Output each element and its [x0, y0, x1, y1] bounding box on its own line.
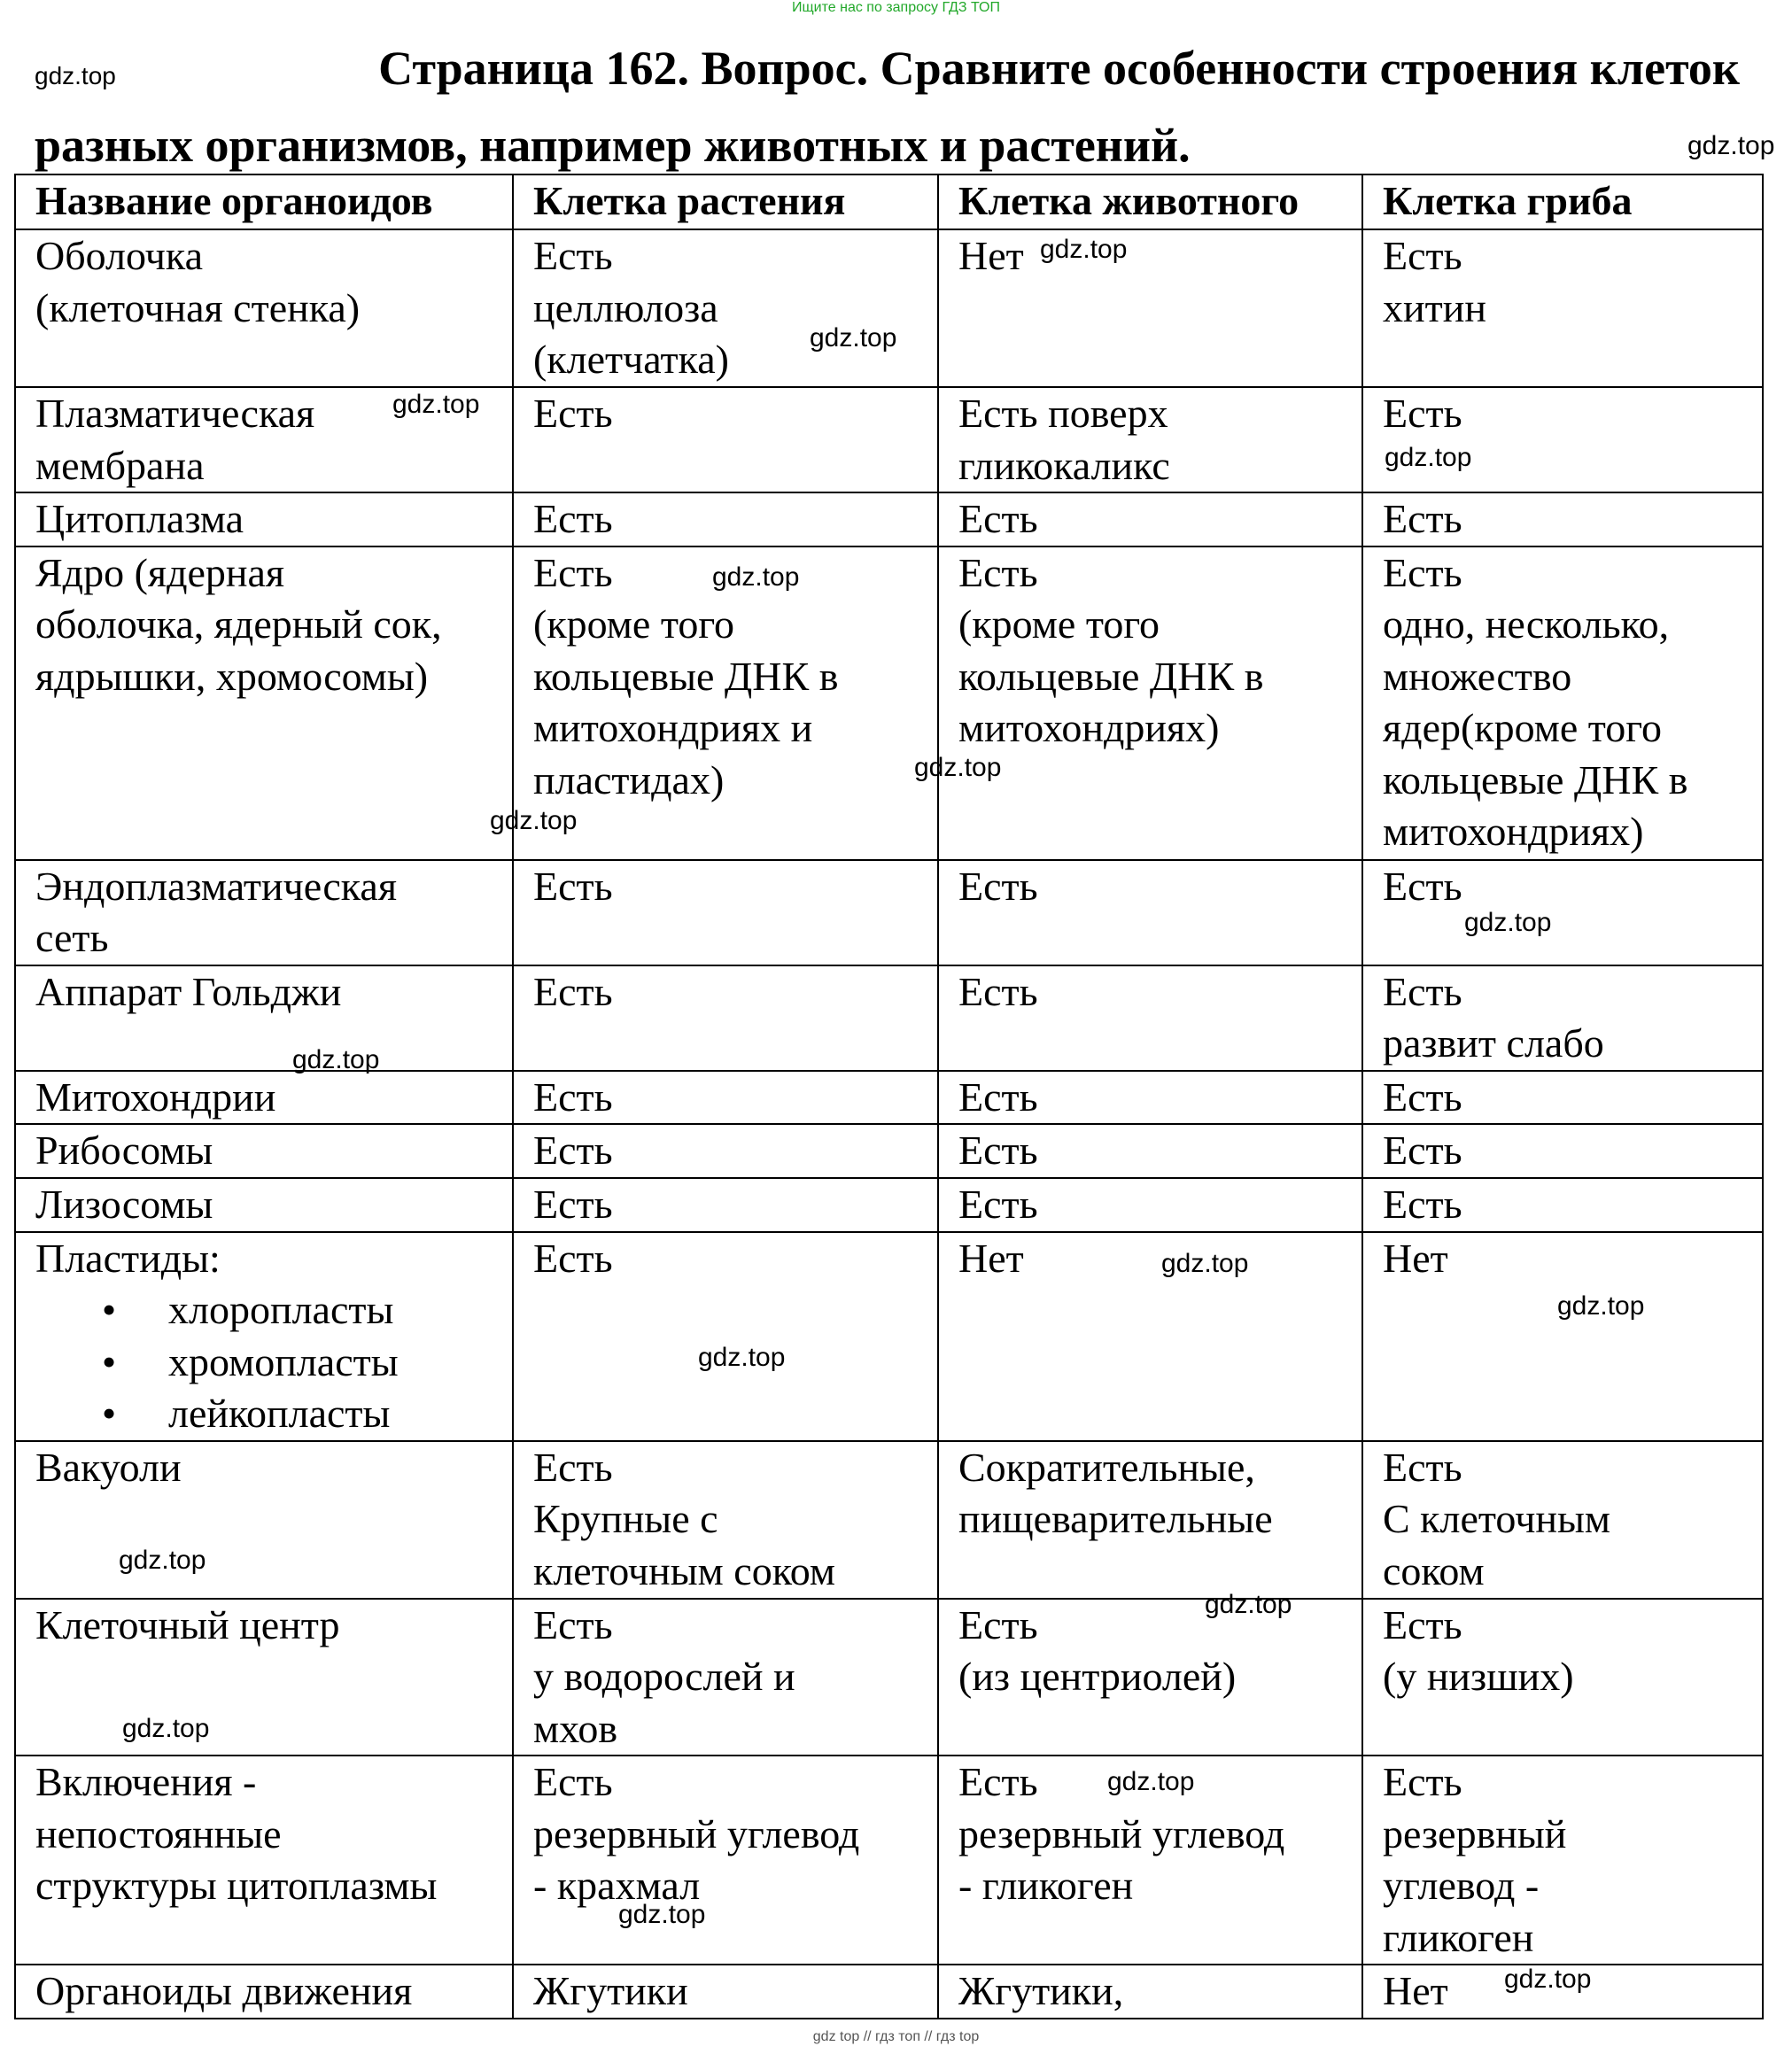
- fungus-cell: [1362, 1599, 1763, 1756]
- fungus-cell: [1362, 1178, 1763, 1232]
- cell-line: гликоген: [1383, 1914, 1534, 1960]
- animal-cell: [938, 387, 1362, 492]
- plant-cell: [513, 229, 938, 387]
- animal-cell: [938, 1071, 1362, 1125]
- plant-cell: [513, 1599, 938, 1756]
- cell-line: Есть: [533, 549, 613, 595]
- cell-line: Эндоплазматическая: [35, 863, 397, 909]
- plant-cell: [513, 1965, 938, 2019]
- cell-line: хитин: [1383, 284, 1486, 330]
- cell-line: митохондриях и: [533, 705, 813, 750]
- table-row: [15, 1599, 1763, 1756]
- fungus-cell: [1362, 1441, 1763, 1599]
- watermark: gdz.top: [392, 390, 480, 419]
- cell-line: (кроме того: [533, 601, 735, 647]
- cell-line: Есть: [1383, 968, 1462, 1014]
- table-row: [15, 229, 1763, 387]
- cell-line: структуры цитоплазмы: [35, 1863, 438, 1908]
- watermark: gdz.top: [292, 1045, 380, 1074]
- animal-cell: [938, 1599, 1362, 1756]
- cell-line: Есть: [533, 1759, 613, 1804]
- cell-line: мембрана: [35, 442, 205, 488]
- plant-cell: [513, 492, 938, 546]
- cell-line: Пластиды:: [35, 1235, 221, 1281]
- list-item: • лейкопласты: [168, 1388, 512, 1440]
- table-header-row: [15, 174, 1763, 229]
- fungus-cell: [1362, 387, 1763, 492]
- table-row: [15, 965, 1763, 1071]
- cell-line: Нет: [1383, 1968, 1448, 2013]
- cell-line: Есть: [1383, 1444, 1462, 1490]
- fungus-cell: [1362, 1232, 1763, 1441]
- animal-cell: [938, 229, 1362, 387]
- cell-line: пластидах): [533, 756, 725, 802]
- cell-line: (клетчатка): [533, 337, 729, 382]
- watermark: gdz.top: [1040, 235, 1128, 264]
- cell-line: митохондриях): [958, 705, 1220, 750]
- cell-line: Оболочка: [35, 233, 203, 278]
- heading-line-2: разных организмов, например животных и растений.: [35, 119, 1191, 172]
- cell-line: Аппарат Гольджи: [35, 968, 342, 1014]
- list-item: • хлоропласты: [168, 1284, 512, 1337]
- cell-line: резервный углевод: [958, 1810, 1285, 1856]
- cell-line: соком: [1383, 1547, 1485, 1593]
- cell-line: сеть: [35, 915, 109, 960]
- cell-line: мхов: [533, 1705, 618, 1751]
- cell-line: (из центриолей): [958, 1654, 1237, 1699]
- cell-line: Есть: [1383, 863, 1462, 909]
- cell-line: Есть: [533, 1601, 613, 1647]
- fungus-cell: [1362, 860, 1763, 965]
- plant-cell: [513, 1071, 938, 1125]
- cell-line: - гликоген: [958, 1863, 1134, 1908]
- cell-line: Есть: [533, 1128, 613, 1173]
- table-row: [15, 546, 1763, 860]
- cell-line: клеточным соком: [533, 1547, 835, 1593]
- cell-line: митохондриях): [1383, 809, 1644, 854]
- cell-line: Есть: [533, 496, 613, 541]
- cell-line: Крупные с: [533, 1496, 718, 1541]
- cell-line: Есть: [958, 1601, 1038, 1647]
- table-row: [15, 1232, 1763, 1441]
- fungus-cell: [1362, 1071, 1763, 1125]
- cell-line: множество: [1383, 653, 1572, 699]
- cell-line: Есть: [958, 549, 1038, 595]
- cell-line: Есть: [1383, 496, 1462, 541]
- table-row: [15, 1124, 1763, 1178]
- list-item: • хромопласты: [168, 1337, 512, 1389]
- bottom-footer-note: gdz top // гдз топ // гдз top: [812, 2029, 980, 2044]
- cell-line: ядрышки, хромосомы): [35, 653, 429, 699]
- cell-line: Есть: [1383, 1601, 1462, 1647]
- animal-cell: [938, 965, 1362, 1071]
- column-header-organoid: Название органоидов: [15, 174, 513, 229]
- animal-cell: [938, 546, 1362, 860]
- plant-cell: [513, 860, 938, 965]
- animal-cell: [938, 1965, 1362, 2019]
- organoid-cell: [15, 546, 513, 860]
- cell-line: Есть: [533, 1235, 613, 1281]
- watermark: gdz.top: [810, 323, 897, 353]
- plant-cell: [513, 965, 938, 1071]
- column-header-fungus: Клетка гриба: [1362, 174, 1763, 229]
- cell-line: Лизосомы: [35, 1181, 213, 1227]
- organoid-cell: [15, 860, 513, 965]
- organoid-cell: [15, 965, 513, 1071]
- animal-cell: [938, 1441, 1362, 1599]
- watermark: gdz.top: [914, 753, 1002, 782]
- watermark: gdz.top: [1557, 1291, 1645, 1321]
- watermark: gdz.top: [1161, 1249, 1249, 1278]
- plant-cell: [513, 1441, 938, 1599]
- organoid-cell: [15, 1178, 513, 1232]
- cell-line: Ядро (ядерная: [35, 549, 285, 595]
- cell-line: развит слабо: [1383, 1020, 1604, 1066]
- cell-line: Есть: [1383, 549, 1462, 595]
- watermark: gdz.top: [712, 562, 800, 592]
- cell-line: Есть: [533, 968, 613, 1014]
- animal-cell: [938, 1178, 1362, 1232]
- fungus-cell: [1362, 1124, 1763, 1178]
- cell-line: Есть: [1383, 1181, 1462, 1227]
- plant-cell: [513, 387, 938, 492]
- cell-line: (кроме того: [958, 601, 1160, 647]
- watermark: gdz.top: [1504, 1965, 1592, 1994]
- cell-line: Рибосомы: [35, 1128, 213, 1173]
- cell-line: (у низших): [1383, 1654, 1574, 1699]
- watermark: gdz.top: [1107, 1767, 1195, 1796]
- table-row: [15, 387, 1763, 492]
- cell-line: Цитоплазма: [35, 496, 244, 541]
- table-row: [15, 1178, 1763, 1232]
- fungus-cell: [1362, 546, 1763, 860]
- cell-line: Сократительные,: [958, 1444, 1255, 1490]
- animal-cell: [938, 860, 1362, 965]
- cell-line: (клеточная стенка): [35, 284, 361, 330]
- cell-line: Нет: [958, 233, 1024, 278]
- watermark: gdz.top: [1464, 908, 1552, 937]
- watermark: gdz.top: [618, 1900, 706, 1929]
- fungus-cell: [1362, 492, 1763, 546]
- cell-line: одно, несколько,: [1383, 601, 1670, 647]
- cell-line: Есть: [958, 1759, 1038, 1804]
- fungus-cell: [1362, 1756, 1763, 1965]
- plant-cell: [513, 1178, 938, 1232]
- cell-line: пищеварительные: [958, 1496, 1273, 1541]
- cell-line: резервный углевод: [533, 1810, 860, 1856]
- organoid-cell: [15, 1599, 513, 1756]
- fungus-cell: [1362, 229, 1763, 387]
- plant-cell: [513, 1232, 938, 1441]
- cell-line: ядер(кроме того: [1383, 705, 1663, 750]
- cell-line: Включения -: [35, 1759, 257, 1804]
- watermark: gdz.top: [1385, 443, 1472, 472]
- cell-line: Есть: [533, 1444, 613, 1490]
- cell-line: Есть: [533, 391, 613, 436]
- table-row: [15, 1441, 1763, 1599]
- cell-line: Есть: [533, 863, 613, 909]
- table-row: [15, 1756, 1763, 1965]
- cell-line: Есть: [958, 496, 1038, 541]
- heading-line-1: Страница 162. Вопрос. Сравните особенности строения клеток: [378, 42, 1740, 95]
- cell-line: Есть: [958, 968, 1038, 1014]
- animal-cell: [938, 1232, 1362, 1441]
- cell-line: - крахмал: [533, 1863, 701, 1908]
- plant-cell: [513, 1124, 938, 1178]
- watermark: gdz.top: [122, 1714, 210, 1743]
- cell-line: Жгутики: [533, 1968, 688, 2013]
- column-header-animal: Клетка животного: [938, 174, 1362, 229]
- fungus-cell: [1362, 965, 1763, 1071]
- organoid-cell: [15, 1965, 513, 2019]
- cell-line: Органоиды движения: [35, 1968, 413, 2013]
- watermark: gdz.top: [1205, 1590, 1292, 1619]
- cell-line: Есть: [1383, 391, 1462, 436]
- cell-line: Есть: [958, 1128, 1038, 1173]
- table-row: [15, 1965, 1763, 2019]
- cell-line: углевод -: [1383, 1863, 1540, 1908]
- cell-line: Клеточный центр: [35, 1601, 340, 1647]
- watermark: gdz.top: [119, 1546, 206, 1575]
- cell-line: кольцевые ДНК в: [1383, 756, 1688, 802]
- cell-line: непостоянные: [35, 1810, 282, 1856]
- table-row: [15, 1071, 1763, 1125]
- cell-line: Плазматическая: [35, 391, 315, 436]
- table-row: [15, 492, 1763, 546]
- watermark: gdz.top: [490, 806, 578, 835]
- cell-line: Вакуоли: [35, 1444, 182, 1490]
- cell-line: Есть: [958, 1074, 1038, 1120]
- organoid-cell: [15, 492, 513, 546]
- top-search-note: Ищите нас по запросу ГДЗ ТОП: [792, 0, 1000, 15]
- cell-line: Митохондрии: [35, 1074, 276, 1120]
- plastid-types-list: [35, 1284, 512, 1440]
- watermark: gdz.top: [1687, 131, 1775, 160]
- heading-brand: gdz.top: [35, 62, 116, 89]
- cell-line: Есть: [533, 1074, 613, 1120]
- organoid-cell: [15, 1232, 513, 1441]
- cell-line: у водорослей и: [533, 1654, 795, 1699]
- cell-line: Есть: [958, 863, 1038, 909]
- cell-line: Нет: [958, 1235, 1024, 1281]
- cell-line: Есть: [958, 1181, 1038, 1227]
- organoid-cell: [15, 1441, 513, 1599]
- cell-line: Есть: [1383, 233, 1462, 278]
- organoid-cell: [15, 1071, 513, 1125]
- cell-line: целлюлоза: [533, 284, 718, 330]
- cell-line: Есть: [533, 1181, 613, 1227]
- cell-line: Есть: [1383, 1074, 1462, 1120]
- cell-line: С клеточным: [1383, 1496, 1610, 1541]
- organoids-comparison-table: [14, 174, 1764, 2019]
- cell-line: кольцевые ДНК в: [958, 653, 1264, 699]
- cell-line: оболочка, ядерный сок,: [35, 601, 442, 647]
- cell-line: Есть поверх: [958, 391, 1168, 436]
- cell-line: Жгутики,: [958, 1968, 1124, 2013]
- plant-cell: [513, 1756, 938, 1965]
- organoid-cell: [15, 1756, 513, 1965]
- cell-line: Есть: [1383, 1759, 1462, 1804]
- animal-cell: [938, 492, 1362, 546]
- column-header-plant: Клетка растения: [513, 174, 938, 229]
- cell-line: Есть: [1383, 1128, 1462, 1173]
- organoid-cell: [15, 1124, 513, 1178]
- watermark: gdz.top: [698, 1343, 786, 1372]
- cell-line: Есть: [533, 233, 613, 278]
- organoid-cell: [15, 229, 513, 387]
- cell-line: резервный: [1383, 1810, 1567, 1856]
- animal-cell: [938, 1124, 1362, 1178]
- cell-line: гликокаликс: [958, 442, 1170, 488]
- cell-line: кольцевые ДНК в: [533, 653, 839, 699]
- page-heading: [35, 34, 1740, 180]
- cell-line: Нет: [1383, 1235, 1448, 1281]
